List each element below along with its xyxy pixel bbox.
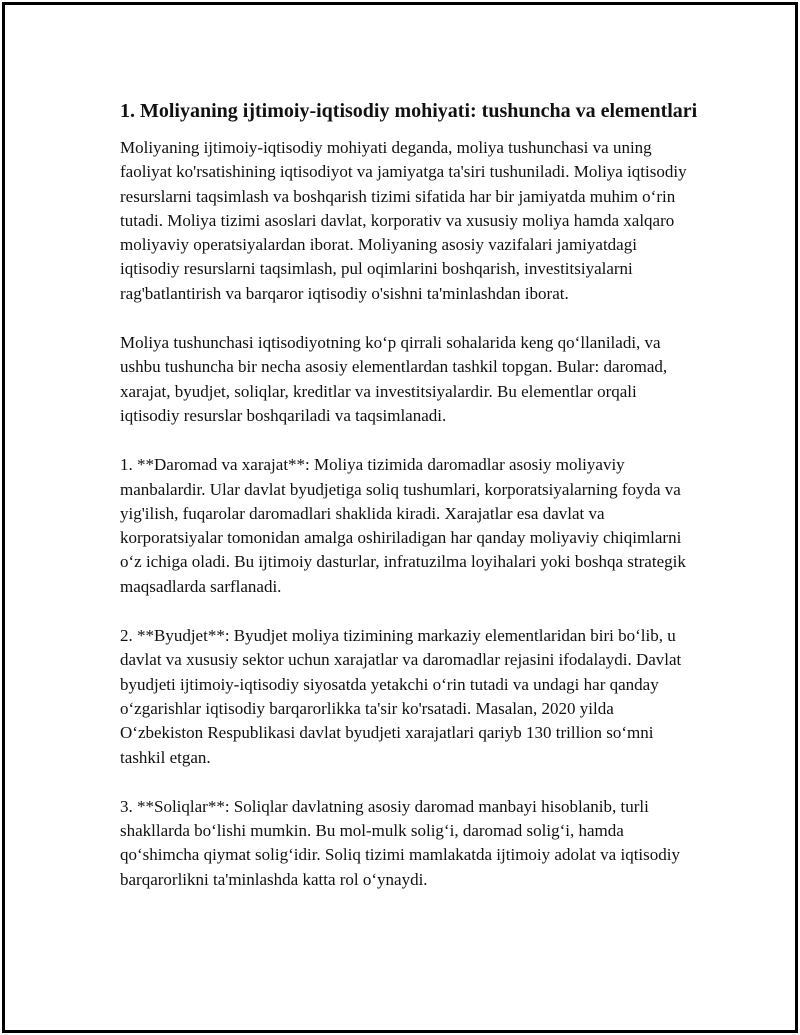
paragraph-elements: Moliya tushunchasi iqtisodiyotning ko‘p qirrali sohalarida keng qo‘llaniladi, va ushbu tushuncha bir necha asosiy elementlardan tashkil topgan. Bular: daromad, xarajat, byudjet, soliqlar, kreditlar va investitsiyalardir. Bu elementlar orqali iqtisodiy resurslar boshqariladi va taqsimlanadi. bbox=[120, 333, 668, 425]
section-heading: 1. Moliyaning ijtimoiy-iqtisodiy mohiyati: tushuncha va elementlari bbox=[120, 100, 698, 122]
page-frame bbox=[2, 2, 798, 1033]
document-body bbox=[120, 97, 700, 917]
paragraph-budget: 2. **Byudjet**: Byudjet moliya tizimining markaziy elementlaridan biri bo‘lib, u davlat va xususiy sektor uchun xarajatlar va daromadlar rejasini ifodalaydi. Davlat byudjeti ijtimoiy-iqtisodiy siyosatda yetakchi o‘rin tutadi va undagi har qanday o‘zgarishlar iqtisodiy barqarorlikka ta'sir ko'rsatadi. Masalan, 2020 yilda O‘zbekiston Respublikasi davlat byudjeti xarajatlari qariyb 130 trillion so‘mni tashkil etgan. bbox=[120, 626, 682, 767]
paragraph-taxes: 3. **Soliqlar**: Soliqlar davlatning asosiy daromad manbayi hisoblanib, turli shakllarda bo‘lishi mumkin. Bu mol-mulk solig‘i, daromad solig‘i, hamda qo‘shimcha qiymat solig‘idir. Soliq tizimi mamlakatda ijtimoiy adolat va iqtisodiy barqarorlikni ta'minlashda katta rol o‘ynaydi. bbox=[120, 796, 680, 889]
paragraph-intro: Moliyaning ijtimoiy-iqtisodiy mohiyati deganda, moliya tushunchasi va uning faoliyat ko'rsatishining iqtisodiyot va jamiyatga ta'siri tushuniladi. Moliya iqtisodiy resurslarni taqsimlash va boshqarish tizimi sifatida har bir jamiyatda muhim o‘rin tutadi. Moliya tizimi asoslari davlat, korporativ va xususiy moliya hamda xalqaro moliyaviy operatsiyalardan iborat. Moliyaning asosiy vazifalari jamiyatdagi iqtisodiy resurslarni taqsimlash, pul oqimlarini boshqarish, investitsiyalarni rag'batlantirish va barqaror iqtisodiy o'sishni ta'minlashdan iborat. bbox=[120, 138, 687, 303]
paragraph-income-expense: 1. **Daromad va xarajat**: Moliya tizimida daromadlar asosiy moliyaviy manbalardir. Ular davlat byudjetiga soliq tushumlari, korporatsiyalarning foyda va yig'ilish, fuqarolar daromadlari shaklida kiradi. Xarajatlar esa davlat va korporatsiyalar tomonidan amalga oshiriladigan har qanday moliyaviy chiqimlarni o‘z ichiga oladi. Bu ijtimoiy dasturlar, infratuzilma loyihalari yoki boshqa strategik maqsadlarda sarflanadi. bbox=[120, 455, 686, 596]
